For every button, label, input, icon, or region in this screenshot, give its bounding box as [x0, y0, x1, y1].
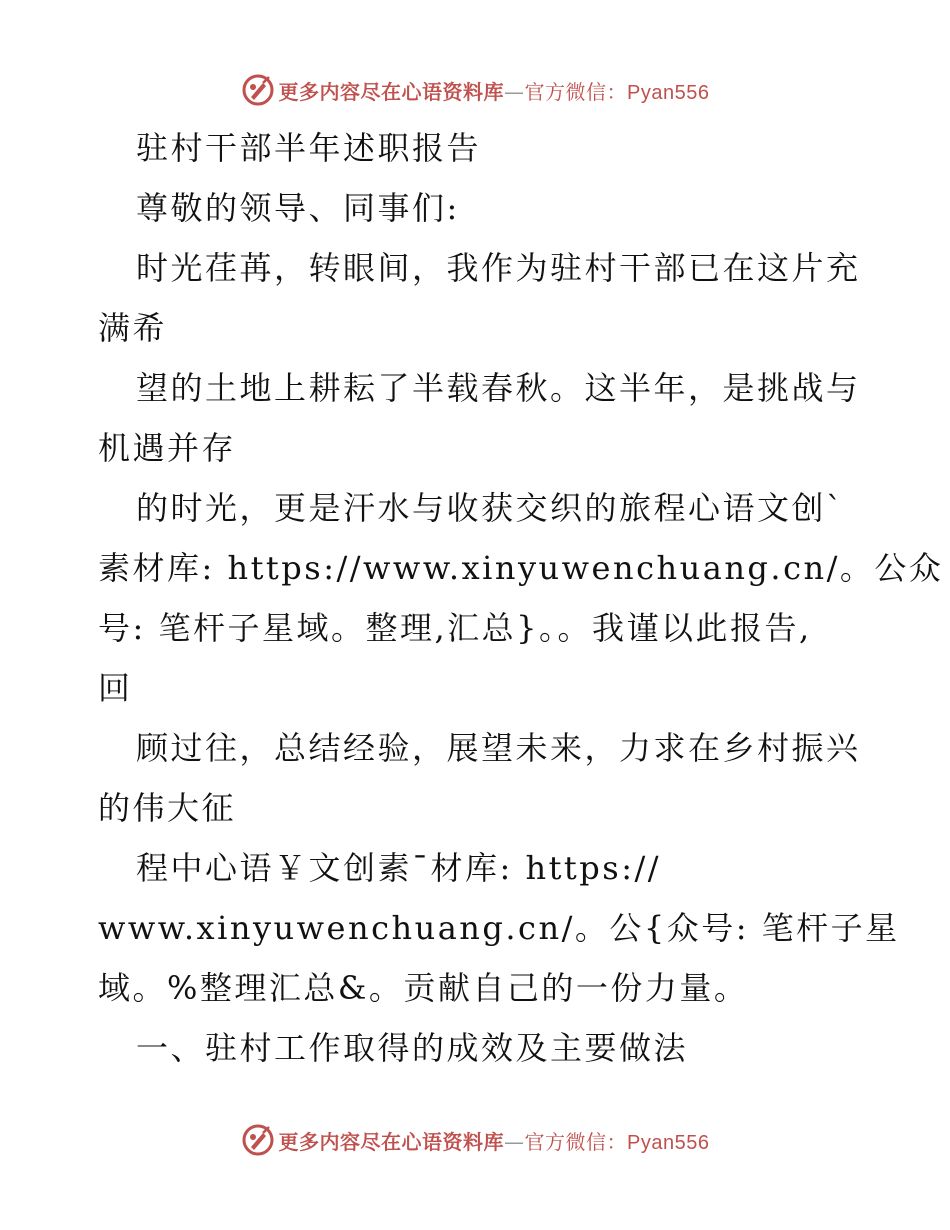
document-line: 号: 笔杆子星域。整理,汇总}。。我谨以此报告,	[98, 609, 812, 647]
document-line: 尊敬的领导、同事们:	[136, 189, 460, 227]
banner-dash: —	[504, 79, 525, 104]
banner-brand: 更多内容尽在心语资料库	[278, 1129, 505, 1154]
document-line: 驻村干部半年述职报告	[136, 129, 482, 167]
document-line: 的时光，更是汗水与收获交织的旅程心语文创`	[136, 489, 845, 527]
document-line: 望的土地上耕耘了半载春秋。这半年，是挑战与	[136, 369, 861, 407]
document-body	[98, 118, 944, 1078]
document-line: 素材库: https://www.xinyuwenchuang.cn/。公众	[98, 549, 944, 587]
document-line: 程中心语￥文创素¯材库: https://	[136, 849, 662, 887]
document-line: 域。%整理汇总&。贡献自己的一份力量。	[98, 969, 749, 1007]
banner-official: 官方微信：	[524, 1129, 628, 1154]
document-line: 顾过往，总结经验，展望未来，力求在乡村振兴	[136, 729, 861, 767]
document-line: 满希	[98, 309, 168, 347]
banner-text	[279, 76, 710, 105]
logo-icon	[241, 1123, 275, 1157]
document-line: 回	[98, 669, 133, 707]
footer-banner	[0, 1120, 950, 1160]
banner-official: 官方微信：	[524, 79, 628, 104]
document-line: 的伟大征	[98, 789, 237, 827]
banner-dash: —	[504, 1129, 525, 1154]
document-line: 机遇并存	[98, 429, 237, 467]
header-banner	[0, 70, 950, 110]
document-line: www.xinyuwenchuang.cn/。公{众号: 笔杆子星	[98, 909, 900, 947]
logo-icon	[241, 73, 275, 107]
banner-handle: Pyan556	[627, 1131, 710, 1154]
banner-text	[279, 1126, 710, 1155]
banner-brand: 更多内容尽在心语资料库	[278, 79, 505, 104]
document-line: 一、驻村工作取得的成效及主要做法	[136, 1029, 689, 1067]
banner-handle: Pyan556	[627, 81, 710, 104]
document-line: 时光荏苒，转眼间，我作为驻村干部已在这片充	[136, 249, 861, 287]
